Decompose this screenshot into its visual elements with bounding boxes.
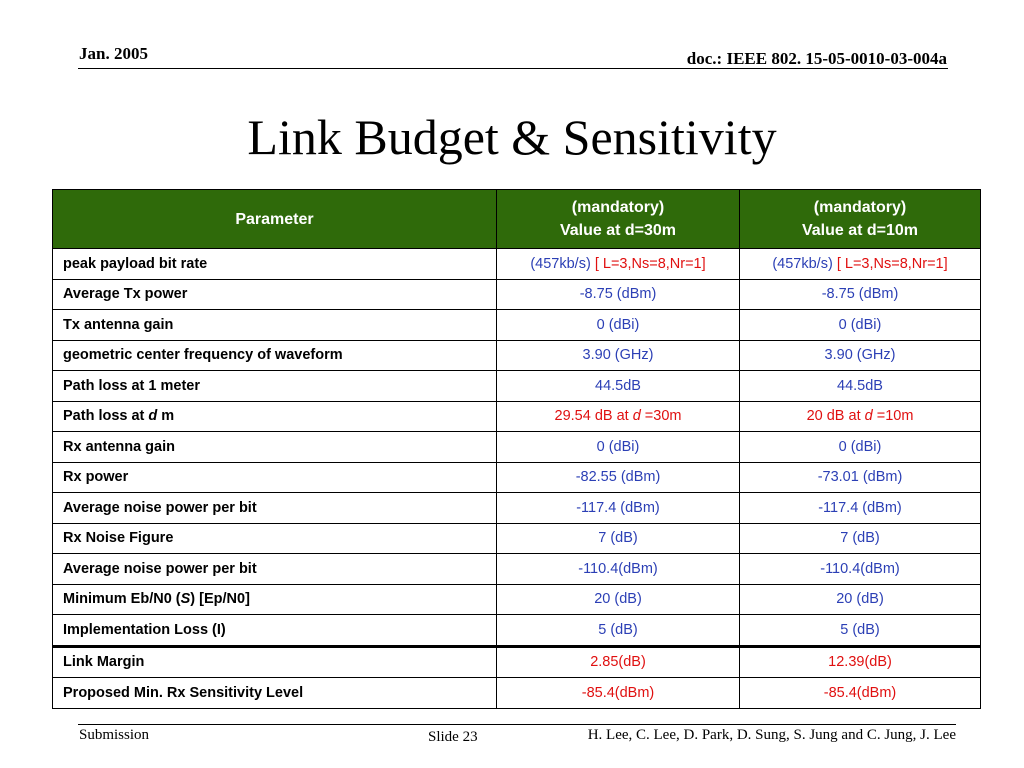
value-part: 20 dB at bbox=[806, 408, 865, 425]
slide-title: Link Budget & Sensitivity bbox=[247, 109, 777, 165]
param-variable: d bbox=[148, 408, 158, 425]
row-value-10m: -8.75 (dBm) bbox=[740, 279, 981, 310]
row-value-30m: 44.5dB bbox=[497, 371, 740, 402]
value-part: =10m bbox=[872, 408, 914, 425]
table-row bbox=[53, 340, 981, 371]
footer-slide-number: Slide 23 bbox=[428, 729, 478, 745]
table-row bbox=[53, 462, 981, 493]
row-value-10m: -73.01 (dBm) bbox=[740, 462, 981, 493]
table-row bbox=[53, 523, 981, 554]
param-part: Path loss at bbox=[63, 408, 149, 425]
footer-rule bbox=[78, 724, 956, 725]
row-value-30m: 3.90 (GHz) bbox=[497, 340, 740, 371]
header-value-30m-line2: Value at d=30m bbox=[559, 222, 677, 239]
table-row bbox=[53, 615, 981, 647]
row-value-30m: -82.55 (dBm) bbox=[497, 462, 740, 493]
value-part: (457kb/s) bbox=[772, 255, 833, 272]
param-part: Minimum Eb/N0 ( bbox=[63, 591, 181, 608]
row-param: geometric center frequency of waveform bbox=[53, 340, 497, 371]
row-value-10m: 12.39(dB) bbox=[740, 646, 981, 678]
table-row bbox=[53, 279, 981, 310]
row-param: Average noise power per bit bbox=[53, 493, 497, 524]
value-variable: d bbox=[632, 408, 641, 425]
table-row bbox=[53, 584, 981, 615]
row-param: Tx antenna gain bbox=[53, 310, 497, 341]
param-part: m bbox=[157, 408, 175, 425]
row-value-30m: 0 (dBi) bbox=[497, 310, 740, 341]
row-value-10m bbox=[740, 249, 981, 280]
header-rule bbox=[78, 68, 948, 69]
row-param: Link Margin bbox=[53, 646, 497, 678]
row-param: Rx power bbox=[53, 462, 497, 493]
row-value-30m bbox=[497, 249, 740, 280]
header-value-10m-line1: (mandatory) bbox=[813, 199, 907, 216]
row-param: Rx Noise Figure bbox=[53, 523, 497, 554]
row-value-30m: -85.4(dBm) bbox=[497, 678, 740, 709]
row-value-30m: 7 (dB) bbox=[497, 523, 740, 554]
row-param: Path loss at 1 meter bbox=[53, 371, 497, 402]
table-row bbox=[53, 646, 981, 678]
row-value-10m: 0 (dBi) bbox=[740, 432, 981, 463]
value-part: =30m bbox=[640, 408, 682, 425]
header-value-10m-line2: Value at d=10m bbox=[801, 222, 919, 239]
row-param: Proposed Min. Rx Sensitivity Level bbox=[53, 678, 497, 709]
table-row bbox=[53, 432, 981, 463]
header-doc-id: doc.: IEEE 802. 15-05-0010-03-004a bbox=[686, 49, 947, 68]
row-param: peak payload bit rate bbox=[53, 249, 497, 280]
link-budget-table bbox=[52, 189, 981, 709]
row-param bbox=[53, 401, 497, 432]
table-row bbox=[53, 493, 981, 524]
table-row bbox=[53, 371, 981, 402]
row-value-30m: -8.75 (dBm) bbox=[497, 279, 740, 310]
header-date: Jan. 2005 bbox=[79, 44, 148, 63]
table-row bbox=[53, 554, 981, 585]
value-variable: d bbox=[864, 408, 873, 425]
row-value-30m: 0 (dBi) bbox=[497, 432, 740, 463]
row-value-10m: 3.90 (GHz) bbox=[740, 340, 981, 371]
table-row bbox=[53, 310, 981, 341]
row-value-10m: 20 (dB) bbox=[740, 584, 981, 615]
row-value-10m: -117.4 (dBm) bbox=[740, 493, 981, 524]
param-part: ) [Ep/N0] bbox=[190, 591, 250, 608]
row-value-10m: -85.4(dBm) bbox=[740, 678, 981, 709]
value-part: 29.54 dB at bbox=[554, 408, 633, 425]
row-value-30m: -110.4(dBm) bbox=[497, 554, 740, 585]
row-param: Average Tx power bbox=[53, 279, 497, 310]
value-part: (457kb/s) bbox=[530, 255, 591, 272]
row-value-30m: 2.85(dB) bbox=[497, 646, 740, 678]
row-param: Average noise power per bit bbox=[53, 554, 497, 585]
header-value-30m bbox=[497, 190, 740, 249]
value-part: [ L=3,Ns=8,Nr=1] bbox=[836, 255, 948, 272]
row-value-10m bbox=[740, 401, 981, 432]
row-value-30m: 20 (dB) bbox=[497, 584, 740, 615]
row-value-30m bbox=[497, 401, 740, 432]
row-value-10m: 0 (dBi) bbox=[740, 310, 981, 341]
header-value-10m bbox=[740, 190, 981, 249]
row-value-30m: -117.4 (dBm) bbox=[497, 493, 740, 524]
row-value-10m: 5 (dB) bbox=[740, 615, 981, 647]
header-parameter: Parameter bbox=[53, 190, 497, 249]
footer-submission: Submission bbox=[79, 727, 150, 743]
value-part: [ L=3,Ns=8,Nr=1] bbox=[594, 255, 706, 272]
param-variable: S bbox=[180, 591, 191, 608]
table-row bbox=[53, 678, 981, 709]
row-value-30m: 5 (dB) bbox=[497, 615, 740, 647]
row-value-10m: -110.4(dBm) bbox=[740, 554, 981, 585]
row-param: Implementation Loss (I) bbox=[53, 615, 497, 647]
row-value-10m: 44.5dB bbox=[740, 371, 981, 402]
table-header-row bbox=[53, 190, 981, 249]
table-row bbox=[53, 249, 981, 280]
footer-authors: H. Lee, C. Lee, D. Park, D. Sung, S. Jung and C. Jung, J. Lee bbox=[587, 727, 956, 743]
row-param: Rx antenna gain bbox=[53, 432, 497, 463]
header-value-30m-line1: (mandatory) bbox=[571, 199, 665, 216]
table-row bbox=[53, 401, 981, 432]
row-param bbox=[53, 584, 497, 615]
row-value-10m: 7 (dB) bbox=[740, 523, 981, 554]
